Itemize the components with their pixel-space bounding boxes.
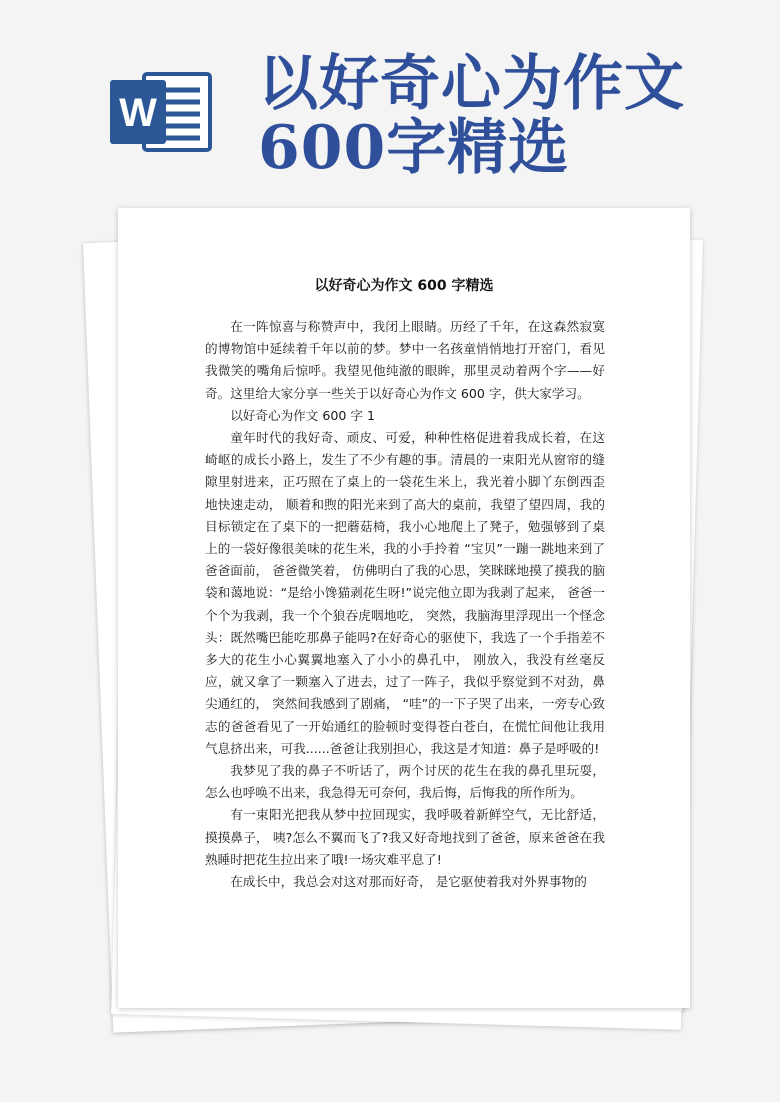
paragraph: 童年时代的我好奇、顽皮、可爱，种种性格促进着我成长着，在这崎岖的成长小路上，发生了不少有趣的事。清晨的一束阳光从窗帘的缝隙里射进来，正巧照在了桌上的一袋花生米上，我光着小脚丫东倒西歪地快速走动， 顺着和煦的阳光来到了高大的桌前，我望了望四周，我的目标锁定在了桌下的一把蘑菇椅，我小心地爬上了凳子，勉强够到了桌上的一袋好像很美味的花生米，我的小手拎着 “宝贝”一蹦一跳地来到了爸爸面前， 爸爸微笑着， 仿佛明白了我的心思，笑眯眯地摸了摸我的脑袋和蔼地说：“是给小馋猫剥花生呀!”说完他立即为我剥了起来， 爸爸一个个为我剥，我一个个狼吞虎咽地吃， 突然，我脑海里浮现出一个怪念头：既然嘴巴能吃那鼻子能吗?在好奇心的驱使下，我选了一个手指差不多大的花生小心翼翼地塞入了小小的鼻孔中， 刚放入，我没有丝毫反应，就又拿了一颗塞入了进去，过了一阵子，我似乎察觉到不对劲，鼻尖通红的， 突然间我感到了剧痛， “哇”的一下子哭了出来，一旁专心致志的爸爸看见了一开始通红的脸顿时变得苍白苍白，在慌忙间他让我用气息挤出来，可我......爸爸让我别担心，我这是才知道：鼻子是呼吸的! bbox=[205, 430, 605, 756]
word-icon bbox=[108, 68, 214, 156]
paragraph: 我梦见了我的鼻子不听话了，两个讨厌的花生在我的鼻孔里玩耍，怎么也呼唤不出来，我急得无可奈何，我后悔，后悔我的所作所为。 bbox=[205, 763, 605, 801]
document-page bbox=[118, 208, 690, 1008]
document-title: 以好奇心为作文 600 字精选 bbox=[314, 278, 494, 294]
paragraph: 在成长中，我总会对这对那而好奇， 是它驱使着我对外界事物的 bbox=[230, 874, 587, 890]
page-title: 以好奇心为作文600字精选 bbox=[258, 49, 685, 183]
document-body bbox=[205, 316, 605, 893]
header bbox=[0, 0, 780, 200]
paragraph: 有一束阳光把我从梦中拉回现实，我呼吸着新鲜空气，无比舒适，摸摸鼻子， 咦?怎么不翼而飞了?我又好奇地找到了爸爸，原来爸爸在我熟睡时把花生拉出来了哦!一场灾难平息了! bbox=[205, 807, 605, 867]
paragraph: 在一阵惊喜与称赞声中，我闭上眼睛。历经了千年，在这森然寂寞的博物馆中延续着千年以前的梦。梦中一名孩童悄悄地打开窑门，看见我微笑的嘴角后惊呼。我望见他纯澈的眼眸，那里灵动着两个字——好奇。这里给大家分享一些关于以好奇心为作文 600 字，供大家学习。 bbox=[205, 319, 605, 401]
svg-text:W: W bbox=[119, 91, 157, 135]
section-heading: 以好奇心为作文 600 字 1 bbox=[230, 407, 375, 423]
